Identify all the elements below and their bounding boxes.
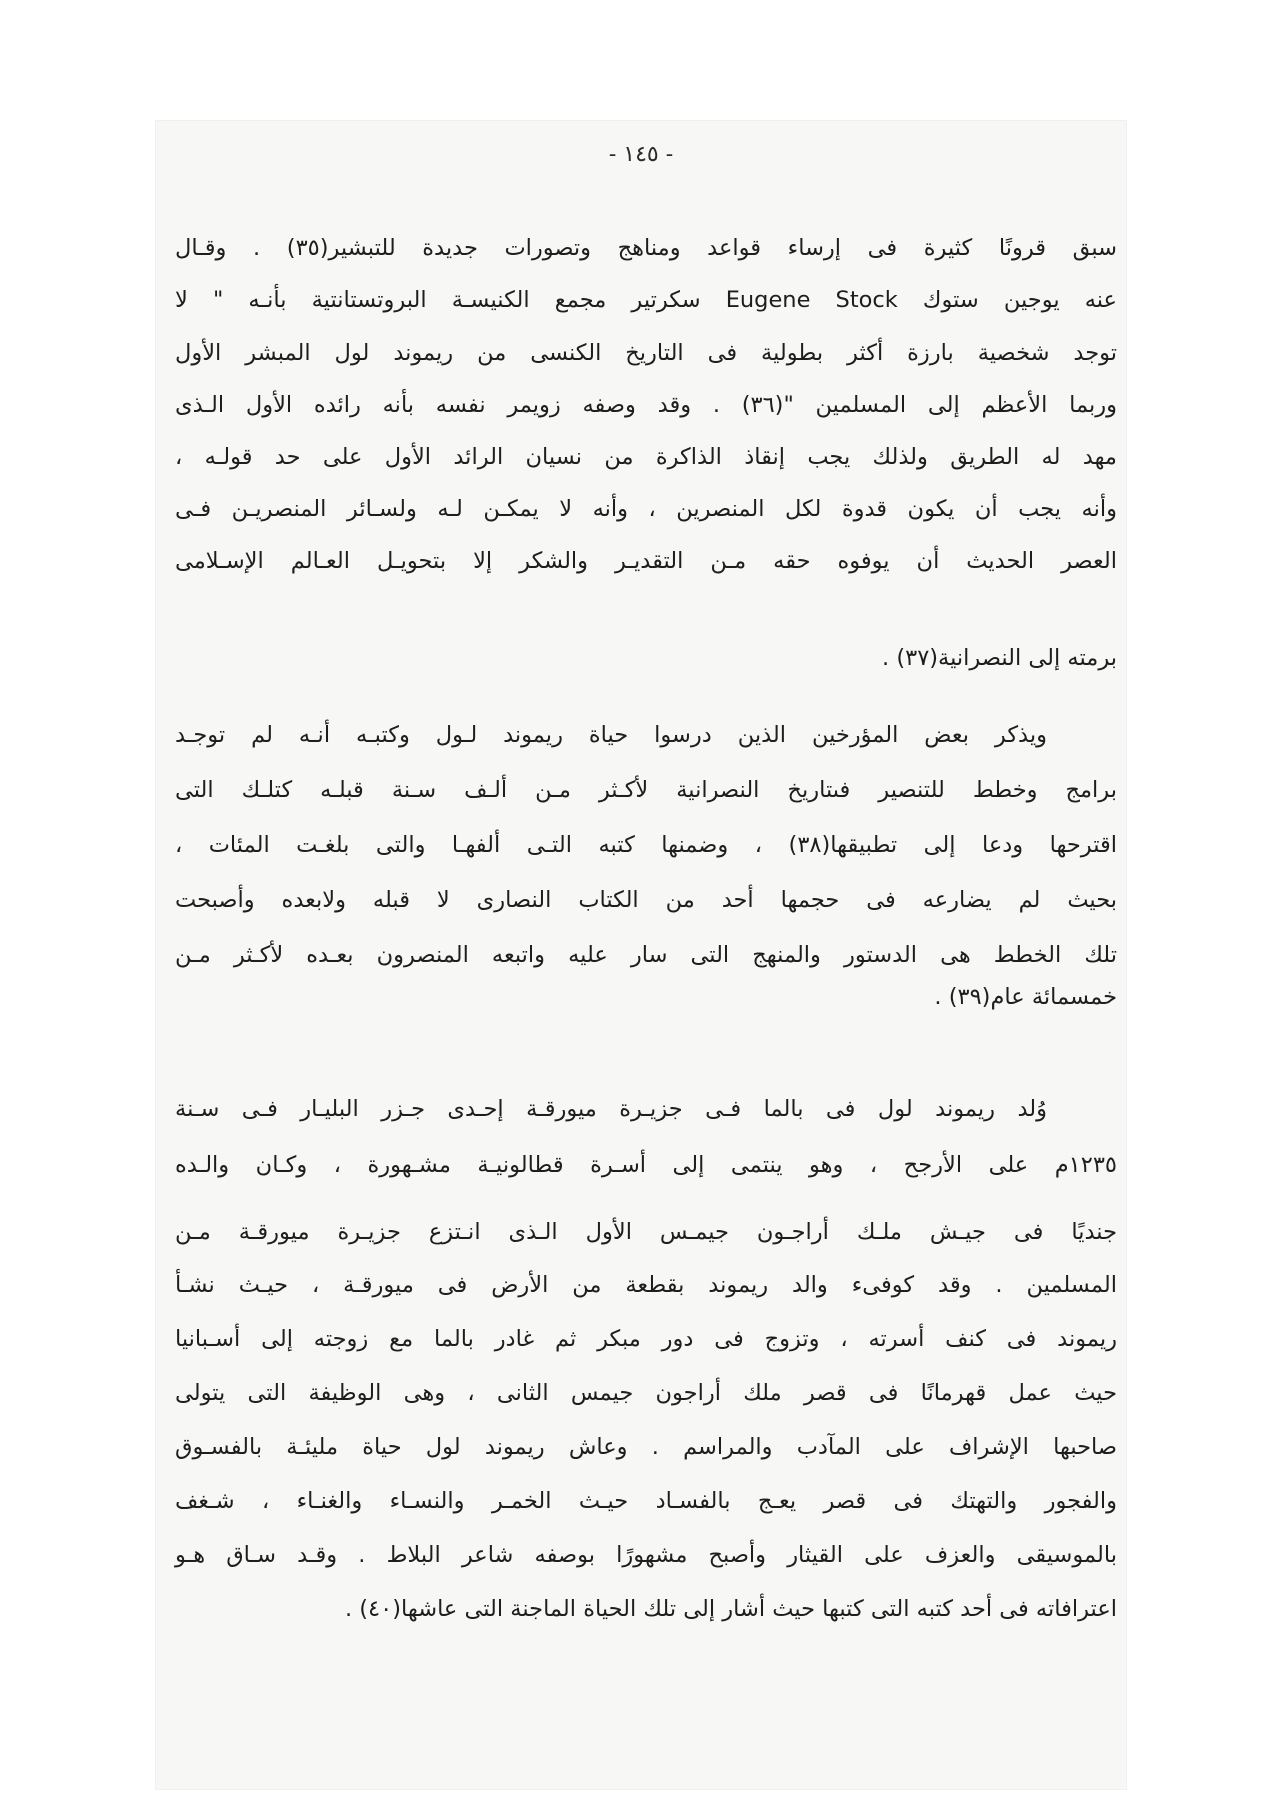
paragraph-3-line-2: ١٢٣٥م على الأرجح ، وهو ينتمى إلى أسـرة قطالونيـة مشـهورة ، وكـان والـده xyxy=(175,1152,1117,1178)
paragraph-1-line-8: برمته إلى النصرانية(٣٧) . xyxy=(882,645,1117,671)
paragraph-2-line-4: بحيث لم يضارعه فى حجمها أحد من الكتاب النصارى لا قبله ولابعده وأصبحت xyxy=(175,887,1117,913)
paragraph-1-line-3: توجد شخصية بارزة أكثر بطولية فى التاريخ الكنسى من ريموند لول المبشر الأول xyxy=(175,340,1117,366)
paragraph-3-line-6: حيث عمل قهرمانًا فى قصر ملك أراجون جيمس الثانى ، وهى الوظيفة التى يتولى xyxy=(175,1380,1117,1406)
paragraph-2-line-3: اقترحها ودعا إلى تطبيقها(٣٨) ، وضمنها كتبه التـى ألفهـا والتى بلغـت المئات ، xyxy=(175,832,1118,858)
paragraph-1-line-6: وأنه يجب أن يكون قدوة لكل المنصرين ، وأنه لا يمكـن لـه ولسـائر المنصريـن فـى xyxy=(175,496,1117,522)
paragraph-1-line-5: مهد له الطريق ولذلك يجب إنقاذ الذاكرة من نسيان الرائد الأول على حد قولـه ، xyxy=(175,444,1117,470)
paragraph-1-line-7: العصر الحديث أن يوفوه حقه مـن التقديـر والشكر إلا بتحويـل العـالم الإسـلامى xyxy=(175,548,1117,574)
paragraph-1-line-2: عنه يوجين ستوك Eugene Stock سكرتير مجمع الكنيسـة البروتستانتية بأنـه " لا xyxy=(175,287,1117,313)
scanned-page xyxy=(155,120,1127,1790)
paragraph-2-line-1: ويذكر بعض المؤرخين الذين درسوا حياة ريموند لـول وكتبـه أنـه لم توجـد xyxy=(175,722,1047,748)
paragraph-2-line-5: تلك الخطط هى الدستور والمنهج التى سار عليه واتبعه المنصرون بعـده لأكـثر مـن xyxy=(175,942,1117,968)
paragraph-3-line-7: صاحبها الإشراف على المآدب والمراسم . وعاش ريموند لول حياة مليئـة بالفسـوق xyxy=(175,1434,1117,1460)
paragraph-1-line-1: سبق قرونًا كثيرة فى إرساء قواعد ومناهج وتصورات جديدة للتبشير(٣٥) . وقـال xyxy=(175,235,1118,261)
paragraph-3-line-3: جنديًا فى جيـش ملـك أراجـون جيمـس الأول الـذى انـتزع جزيـرة ميورقـة مـن xyxy=(175,1219,1117,1245)
paragraph-3-line-4: المسلمين . وقد كوفىء والد ريموند بقطعة من الأرض فى ميورقـة ، حيـث نشـأ xyxy=(175,1272,1117,1298)
paragraph-2-line-2: برامج وخطط للتنصير فىتاريخ النصرانية لأكـثر مـن ألـف سـنة قبلـه كتلـك التى xyxy=(175,777,1117,803)
paragraph-3-line-9: بالموسيقى والعزف على القيثار وأصبح مشهورًا بوصفه شاعر البلاط . وقـد سـاق هـو xyxy=(175,1542,1117,1568)
paragraph-3-line-10: اعترافاته فى أحد كتبه التى كتبها حيث أشار إلى تلك الحياة الماجنة التى عاشها(٤٠) . xyxy=(344,1596,1117,1622)
paragraph-3-line-1: وُلد ريموند لول فى بالما فـى جزيـرة ميورقـة إحـدى جـزر البليـار فـى سـنة xyxy=(175,1096,1047,1122)
paragraph-1-line-4: وربما الأعظم إلى المسلمين "(٣٦) . وقد وصفه زويمر نفسه بأنه رائده الأول الـذى xyxy=(175,392,1117,418)
paragraph-3-line-8: والفجور والتهتك فى قصر يعـج بالفسـاد حيـث الخمـر والنسـاء والغنـاء ، شـغف xyxy=(175,1488,1117,1514)
paragraph-2-line-6: خمسمائة عام(٣٩) . xyxy=(934,984,1117,1010)
page-number: - ١٤٥ - xyxy=(608,142,674,167)
paragraph-3-line-5: ريموند فى كنف أسرته ، وتزوج فى دور مبكر ثم غادر بالما مع زوجته إلى أسـبانيا xyxy=(175,1326,1117,1352)
